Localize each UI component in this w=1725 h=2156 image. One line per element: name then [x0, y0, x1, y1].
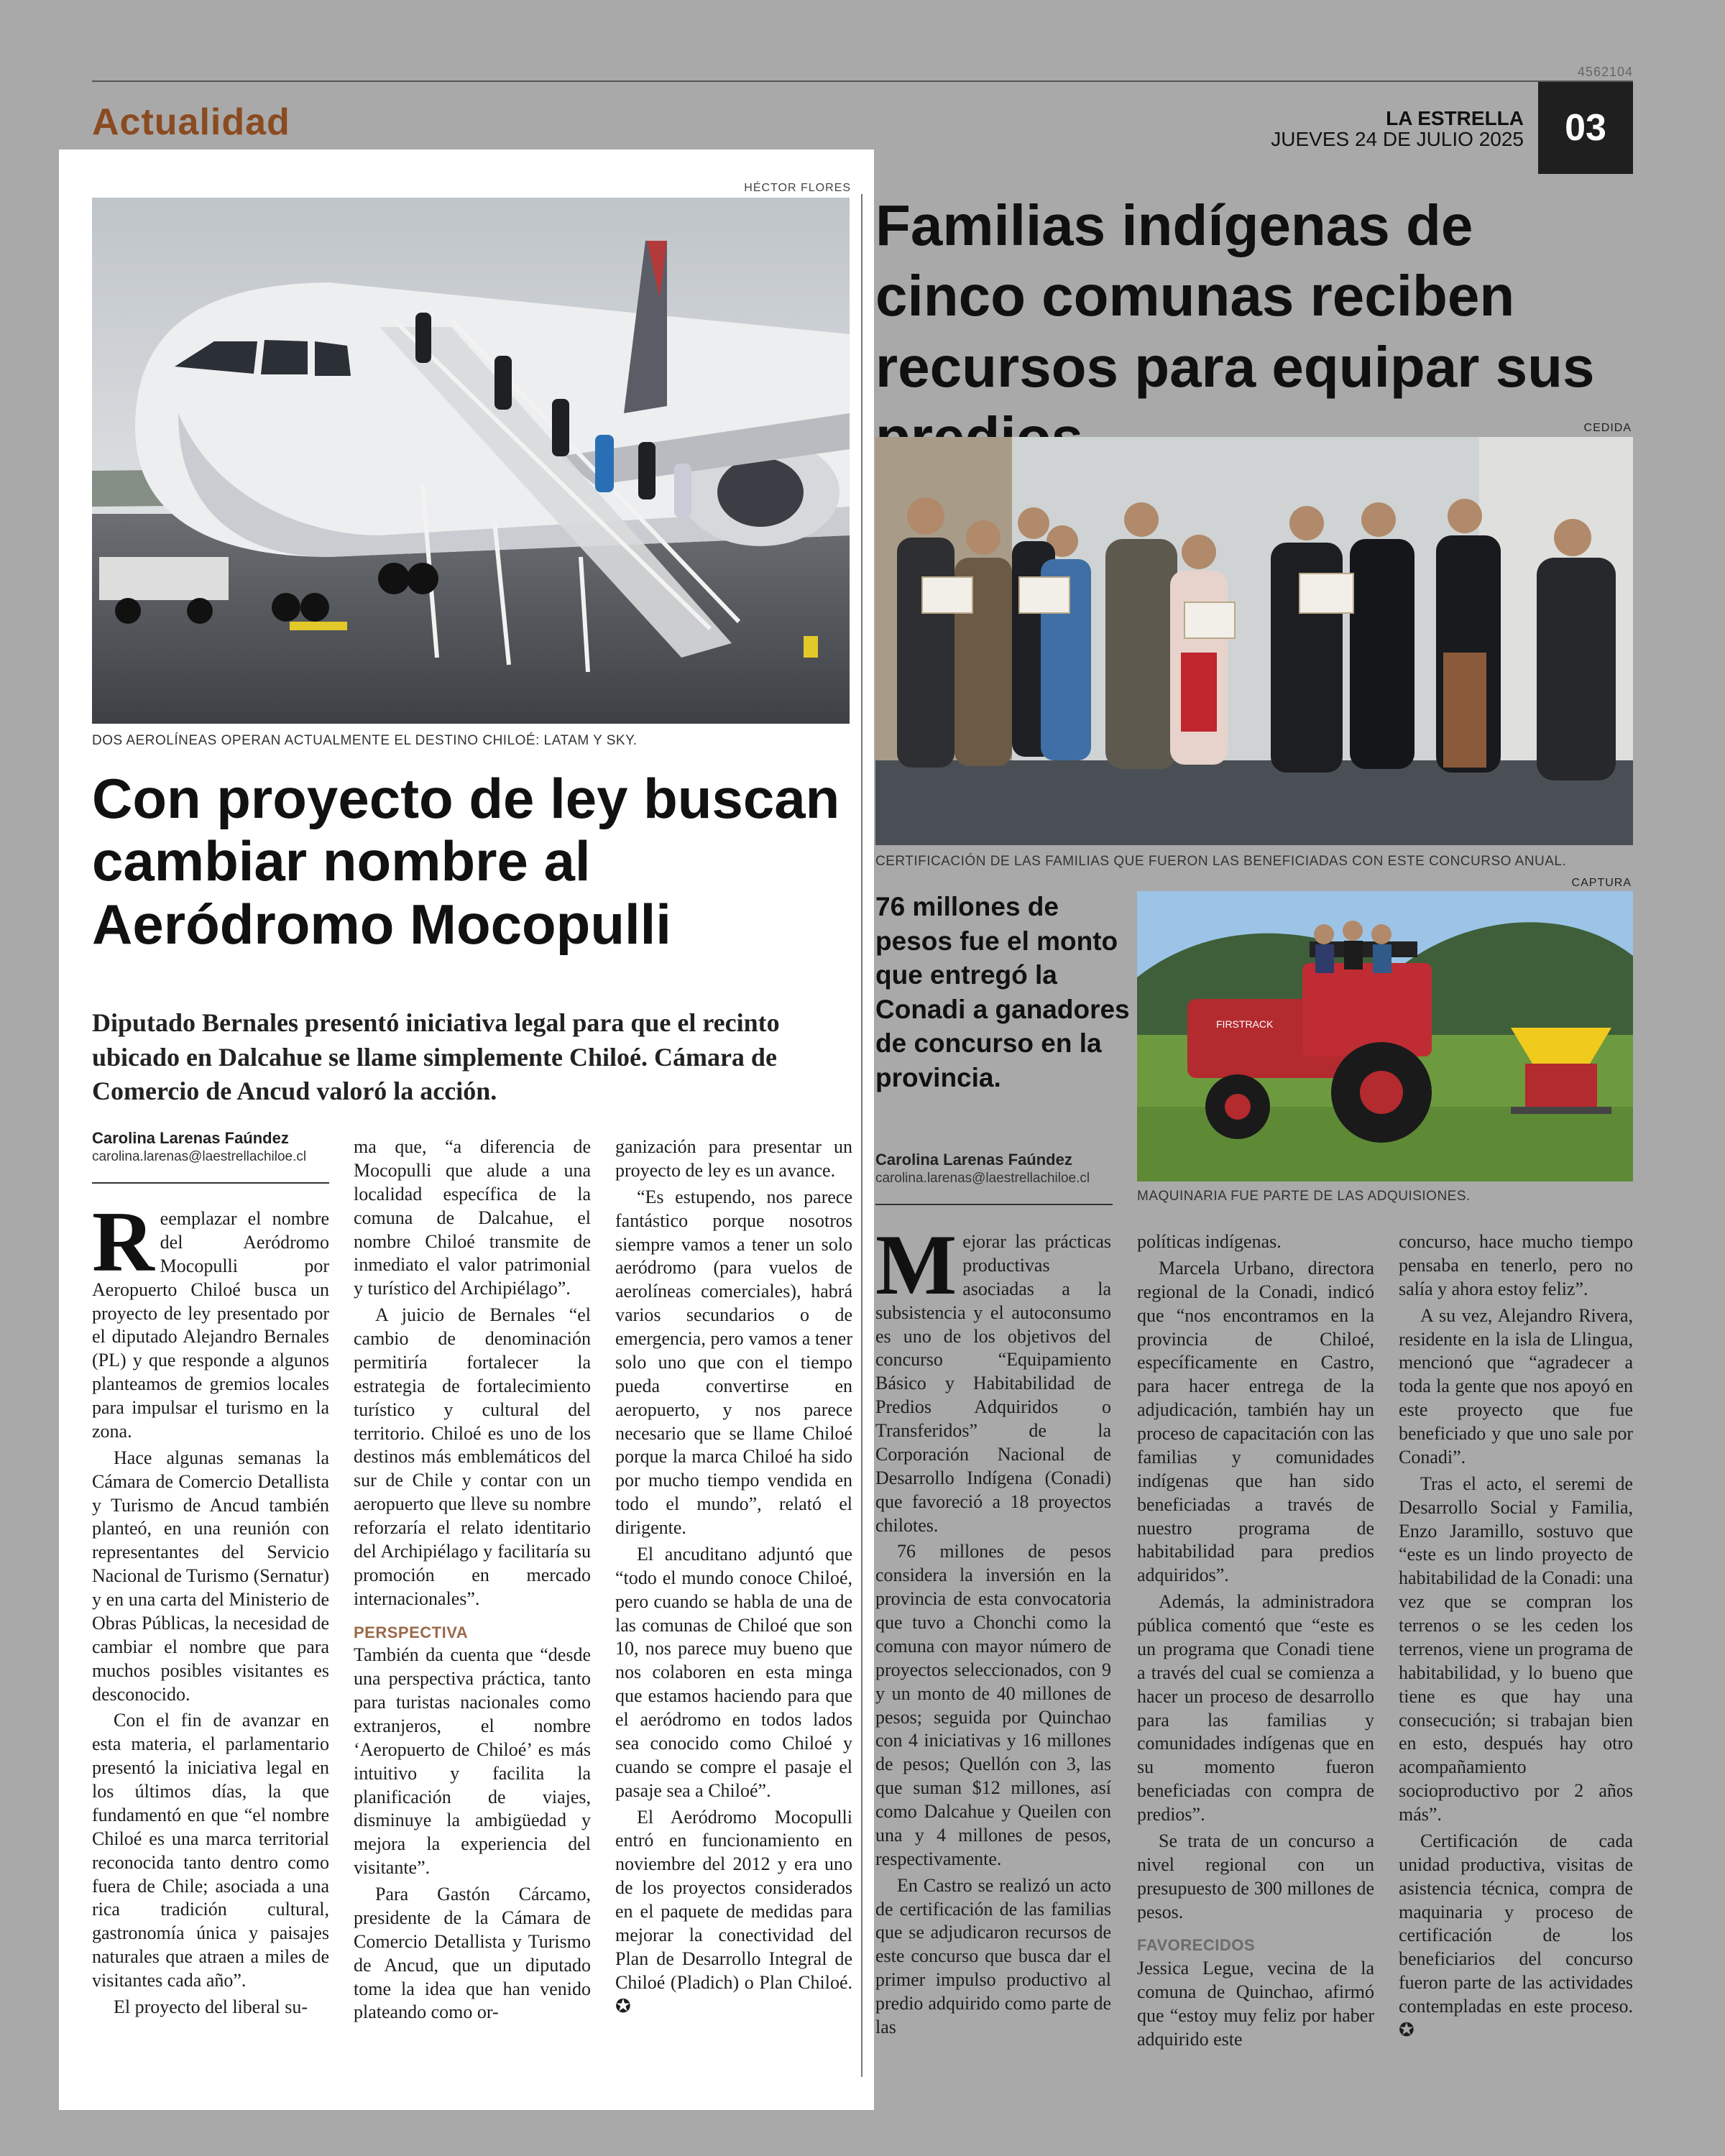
paragraph: Además, la administradora pública comentó que “este es un programa que Conadi tiene a través del cual se comienza a hacer un proceso de desarrollo para las familias y comunidades indígenas que en su momento fueron beneficiadas con compra de predios”. [1137, 1591, 1374, 1825]
svg-text:FIRSTRACK: FIRSTRACK [1216, 1018, 1274, 1030]
drop-cap: R [92, 1194, 155, 1289]
paragraph: En Castro se realizó un acto de certificación de las familias que se adjudicaron recursos de este concurso que busca dar el primer impulso productivo al predio adquirido como parte de las [875, 1874, 1111, 2037]
photo-caption: CERTIFICACIÓN DE LAS FAMILIAS QUE FUERON LAS BENEFICIADAS CON ESTE CONCURSO ANUAL. [875, 854, 1567, 869]
right-column-1 [875, 1217, 1111, 2042]
tractor-illustration [1137, 891, 1633, 1181]
drop-cap: M [875, 1217, 957, 1312]
group-photo [875, 437, 1633, 845]
paragraph: Certificación de cada unidad productiva, visitas de asistencia técnica, compra de maquinaria y proceso de certificación de los beneficiarios del concurso fueron parte de las actividades contempladas en este proceso. ✪ [1399, 1830, 1633, 2040]
highlight-quote: 76 millones de pesos fue el monto que entregó la Conadi a ganadores de concurso en la provincia. [875, 892, 1130, 1092]
paragraph: políticas indígenas. [1137, 1231, 1282, 1252]
top-rule [92, 80, 1633, 82]
tractor-brand-label [1216, 1018, 1274, 1030]
left-column-2 [354, 1135, 591, 2027]
section-label: Actualidad [92, 101, 290, 143]
airplane-illustration [92, 198, 850, 724]
paragraph: A juicio de Bernales “el cambio de denominación permitiría fortalecer la estrategia de fortalecimiento turístico y cultural del territorio. Chiloé es uno de los destinos más emblemáticos del sur de Chile y contar con un aeropuerto que lleve su nombre reforzaría el relato identitario del Archipiélago y facilitaría su promoción en mercado internacionales”. [354, 1304, 591, 1609]
author-email: carolina.larenas@laestrellachiloe.cl [92, 1148, 307, 1164]
paragraph: El proyecto del liberal su- [114, 1996, 308, 2017]
right-byline [875, 1150, 1134, 1187]
paragraph: concurso, hace mucho tiempo pensaba en tenerlo, pero no salía y ahora estoy feliz”. [1399, 1231, 1633, 1299]
subhead-favorecidos: FAVORECIDOS [1137, 1936, 1256, 1955]
paragraph: A su vez, Alejandro Rivera, residente en la isla de Llingua, mencionó que “agradecer a toda la gente que nos apoyó en este proyecto que fue beneficiado y que uno sale por Conadi”. [1399, 1304, 1633, 1468]
paragraph: Marcela Urbano, directora regional de la Conadi, indicó que “nos encontramos en la provincia de Chiloé, específicamente en Castro, para hacer entrega de la adjudicación, también hay un proceso de capacitación con las familias y comunidades indígenas que han sido beneficiadas a través de nuestro programa de habitabilidad para predios adquiridos”. [1137, 1257, 1374, 1586]
paragraph: ma que, “a diferencia de Mocopulli que alude a una localidad específica de la comuna de Dalcahue, el nombre Chiloé transmite de inmediato el valor patrimonial y turístico del Archipiélago”. [354, 1136, 591, 1299]
left-column-3 [615, 1135, 852, 2021]
paragraph: El ancuditano adjuntó que “todo el mundo conoce Chiloé, pero cuando se habla de una de las comunas de Chiloé que son 10, nos parece muy bueno que nos colaboren en esta minga que estamos haciendo para que el aeródromo en todos lados sea conocido como Chiloé y cuando se compre el pasaje el pasaje sea a Chiloé”. [615, 1543, 852, 1801]
right-headline: Familias indígenas de cinco comunas reciben recursos para equipar sus [875, 193, 1595, 399]
paragraph: Con el fin de avanzar en esta materia, el parlamentario presentó la iniciativa legal en los últimos días, la que fundamentó en que “el nombre Chiloé es una marca territorial reconocida tanto dentro como fuera de Chile; asociada a una rica tradición cultural, gastronomía única y paisajes naturales que atraen a miles de visitantes cada año”. [92, 1710, 329, 1991]
page-code: 4562104 [1577, 65, 1633, 79]
photo-credit: CEDIDA [1583, 422, 1632, 434]
photo-credit: HÉCTOR FLORES [744, 182, 851, 194]
paragraph: También da cuenta que “desde una perspectiva práctica, tanto para turistas nacionales como extranjeros, el nombre ‘Aeropuerto de Chiloé’ es más intuitivo y facilita la planificación de viajes, disminuye la ambigüedad y mejora la experiencia del visitante”. [354, 1644, 591, 1879]
masthead [1222, 108, 1524, 150]
left-deck: Diputado Bernales presentó iniciativa legal para que el recinto ubicado en Dalcahue se llame simplemente Chiloé. Cámara de Comercio de Ancud valoró la acción. [92, 1008, 780, 1106]
photo-credit: CAPTURA [1571, 877, 1632, 889]
paragraph: ejorar las prácticas productivas asociadas a la subsistencia y el autoconsumo es uno de los objetivos del concurso “Equipamiento Básico y Habitabilidad de Predios Adquiridos o Transferidos” de la Corporación Nacional de Desarrollo Indígena (Conadi) que favoreció a 18 proyectos chilotes. [875, 1231, 1111, 1536]
photo-caption: MAQUINARIA FUE PARTE DE LAS ADQUISIONES. [1137, 1189, 1471, 1204]
paragraph: El Aeródromo Mocopulli entró en funcionamiento en noviembre del 2012 y era uno de los proyectos considerados en el paquete de medidas para mejorar la conectividad del Plan de Desarrollo Integral de Chiloé (Pladich) o Plan Chiloé. ✪ [615, 1806, 852, 2017]
paragraph: Hace algunas semanas la Cámara de Comercio Detallista y Turismo de Ancud también planteó, en una reunión con representantes del Servicio Nacional de Turismo (Sernatur) y en una carta del Ministerio de Obras Públicas, la necesidad de cambiar el nombre que para muchos posibles visitantes es desconocido. [92, 1447, 330, 1705]
issue-date: JUEVES 24 DE JULIO 2025 [1271, 128, 1524, 151]
paragraph: “Es estupendo, nos parece fantástico porque nosotros siempre vamos a tener un solo aeródromo (para vuelos de aerolíneas comerciales), habrá varios secundarios o de emergencia, pero vamos a tener solo uno que con el tiempo pueda convertirse en aeropuerto, y nos parece necesario que se llame Chiloé porque la marca Chiloé ha sido por mucho tiempo vendida en todo el mundo”, relató el dirigente. [615, 1186, 852, 1538]
left-column-1 [92, 1194, 330, 2022]
paragraph: Tras el acto, el seremi de Desarrollo Social y Familia, Enzo Jaramillo, sostuvo que “este es un lindo proyecto de habitabilidad de la Conadi: una vez que se compran los terrenos o se les ceden los terrenos, viene un programa de habitabilidad, y lo bueno que tiene es que hay una consecución; si trabajan bien en esto, después hay otro acompañamiento socioproductivo por 2 años más”. [1399, 1473, 1633, 1825]
group-illustration [875, 437, 1633, 845]
right-column-3 [1399, 1230, 1633, 2045]
left-byline [92, 1128, 336, 1165]
subhead-perspectiva: PERSPECTIVA [354, 1623, 469, 1641]
author-name: Carolina Larenas Faúndez [92, 1129, 289, 1147]
paragraph: ganización para presentar un proyecto de ley es un avance. [615, 1136, 852, 1181]
airplane-photo [92, 198, 850, 724]
paragraph: 76 millones de pesos considera la inversión en la provincia de esta convocatoria que tuvo a Chonchi como la comuna con mayor número de proyectos seleccionados, con 9 y un monto de 40 millones de pesos; seguida por Quinchao con 4 iniciativas y 16 millones de pesos; Quellón con 3, las que suman $12 millones, así como Dalcahue y Queilen con una y 4 millones de pesos, respectivamente. [875, 1541, 1111, 1869]
column-divider [861, 194, 862, 2077]
paragraph: Jessica Legue, vecina de la comuna de Quinchao, afirmó que “estoy muy feliz por haber adquirido este [1137, 1958, 1374, 2050]
newspaper-name: LA ESTRELLA [1386, 107, 1524, 129]
paragraph: Se trata de un concurso a nivel regional con un presupuesto de 300 millones de pesos. [1137, 1830, 1374, 1922]
paragraph: eemplazar el nombre del Aeródromo Mocopulli por Aeropuerto Chiloé busca un proyecto de ley presentado por el diputado Alejandro Bernales (PL) y que responde a algunos planteamos de gremios locales para impulsar el turismo en la zona. [92, 1208, 329, 1442]
author-name: Carolina Larenas Faúndez [875, 1151, 1072, 1169]
left-headline: Con proyecto de ley buscan cambiar nombre al Aeródromo Mocopulli [92, 767, 840, 956]
photo-caption: DOS AEROLÍNEAS OPERAN ACTUALMENTE EL DESTINO CHILOÉ: LATAM Y SKY. [92, 733, 638, 748]
byline-divider [92, 1182, 329, 1184]
right-column-2 [1137, 1230, 1374, 2055]
paragraph: Para Gastón Cárcamo, presidente de la Cámara de Comercio Detallista y Turismo de Ancud, que un diputado tome la idea que han venido plateando como or- [354, 1884, 591, 2023]
author-email: carolina.larenas@laestrellachiloe.cl [875, 1170, 1090, 1186]
tractor-photo [1137, 891, 1633, 1181]
page-number: 03 [1538, 82, 1633, 174]
byline-divider [875, 1204, 1113, 1205]
